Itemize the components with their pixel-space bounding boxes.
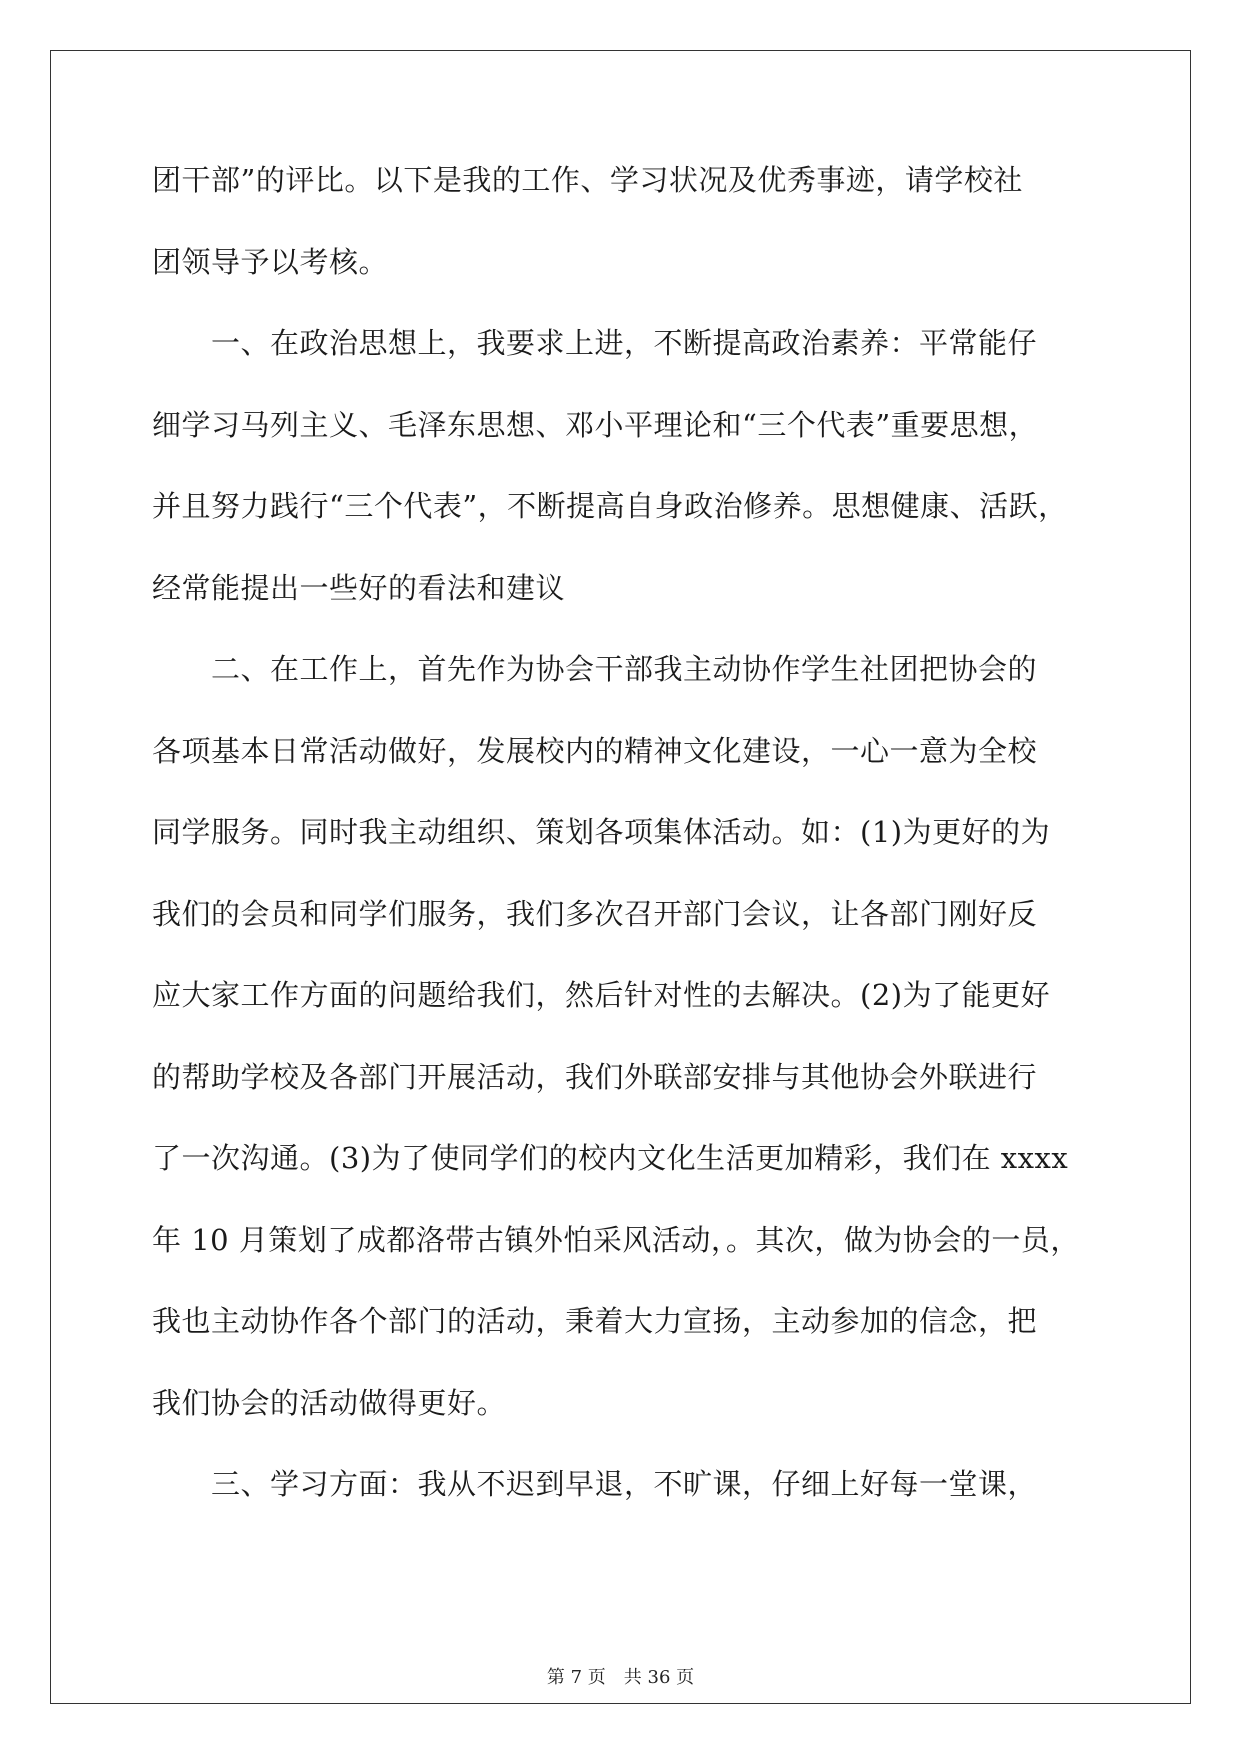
paragraph-line: 我也主动协作各个部门的活动，秉着大力宣扬，主动参加的信念，把: [152, 1304, 1038, 1338]
paragraph-line: 同学服务。同时我主动组织、策划各项集体活动。如：(1)为更好的为: [152, 815, 1051, 849]
paragraph-line: 二、在工作上，首先作为协会干部我主动协作学生社团把协会的: [152, 652, 1038, 686]
document-body: [152, 160, 1092, 1546]
paragraph-line: 一、在政治思想上，我要求上进，不断提高政治素养：平常能仔: [152, 326, 1038, 360]
paragraph-line: 年 10 月策划了成都洛带古镇外怕采风活动，。其次，做为协会的一员，: [152, 1222, 1080, 1257]
paragraph-line: 团领导予以考核。: [152, 244, 389, 279]
paragraph-line: 经常能提出一些好的看法和建议: [152, 570, 566, 605]
paragraph-line: 细学习马列主义、毛泽东思想、邓小平理论和“三个代表”重要思想，: [152, 407, 1039, 442]
paragraph-line: 团干部”的评比。以下是我的工作、学习状况及优秀事迹，请学校社: [152, 163, 1023, 197]
page-number-footer: 第 7 页 共 36 页: [546, 1667, 695, 1688]
paragraph-line: 各项基本日常活动做好，发展校内的精神文化建设，一心一意为全校: [152, 733, 1038, 768]
paragraph-line: 我们的会员和同学们服务，我们多次召开部门会议，让各部门刚好反: [152, 896, 1038, 931]
paragraph-line: 了一次沟通。(3)为了使同学们的校内文化生活更加精彩，我们在 xxxx: [152, 1141, 1069, 1175]
paragraph-line: 应大家工作方面的问题给我们，然后针对性的去解决。(2)为了能更好: [152, 978, 1051, 1012]
paragraph-line: 的帮助学校及各部门开展活动，我们外联部安排与其他协会外联进行: [152, 1059, 1038, 1094]
paragraph-line: 我们协会的活动做得更好。: [152, 1385, 507, 1420]
paragraph-line: 并且努力践行“三个代表”，不断提高自身政治修养。思想健康、活跃，: [152, 489, 1068, 523]
paragraph-line: 三、学习方面：我从不迟到早退，不旷课，仔细上好每一堂课，: [152, 1467, 1038, 1501]
